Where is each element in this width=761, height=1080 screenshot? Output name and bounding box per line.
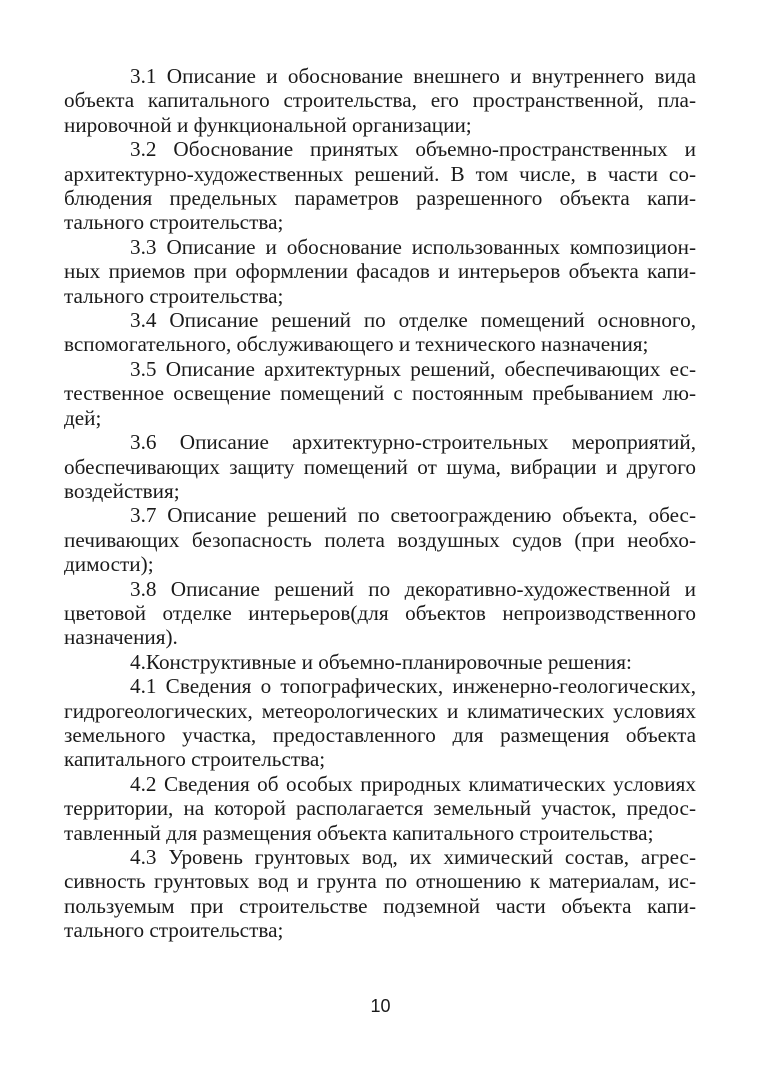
paragraph-3-7: 3.7 Описание решений по светоограждению объекта, обеспечивающих безопасность полета воздушных судов (при необходимости);: [64, 503, 696, 577]
page-number: 10: [370, 996, 391, 1016]
paragraph-3-8: 3.8 Описание решений по декоративно-художественной и цветовой отделке интерьеров(для объектов непроизводственного назначения).: [64, 576, 696, 650]
paragraph-4-3: 4.3 Уровень грунтовых вод, их химический состав, агрессивность грунтовых вод и грунта по отношению к материалам, используемым при строительстве подземной части объекта капитального строительства;: [64, 845, 696, 943]
paragraph-3-1: 3.1 Описание и обоснование внешнего и внутреннего вида объекта капитального строительства, его пространственной, планировочной и функциональной организации;: [64, 64, 696, 137]
paragraph-3-4: 3.4 Описание решений по отделке помещений основного, вспомогательного, обслуживающего и технического назначения;: [64, 308, 696, 357]
paragraph-3-6: 3.6 Описание архитектурно-строительных мероприятий, обеспечивающих защиту помещений от шума, вибрации и другого воздействия;: [64, 430, 696, 503]
paragraph-4-1: 4.1 Сведения о топографических, инженерно-геологических, гидрогеологических, метеорологических и климатических условиях земельного участка, предоставленного для размещения объекта капитального строительства;: [64, 674, 696, 772]
paragraph-3-3: 3.3 Описание и обоснование использованных композиционных приемов при оформлении фасадов и интерьеров объекта капитального строительства;: [64, 234, 696, 308]
paragraph-3-2: 3.2 Обоснование принятых объемно-пространственных и архитектурно-художественных решений. В том числе, в части соблюдения предельных параметров разрешенного объекта капитального строительства;: [64, 137, 696, 235]
paragraph-3-5: 3.5 Описание архитектурных решений, обеспечивающих естественное освещение помещений с постоянным пребыванием людей;: [64, 356, 696, 430]
paragraph-4-2: 4.2 Сведения об особых природных климатических условиях территории, на которой располагается земельный участок, предоставленный для размещения объекта капитального строительства;: [64, 771, 696, 845]
section-4-heading: 4.Конструктивные и объемно-планировочные решения:: [130, 649, 632, 674]
body-text: [64, 64, 696, 943]
